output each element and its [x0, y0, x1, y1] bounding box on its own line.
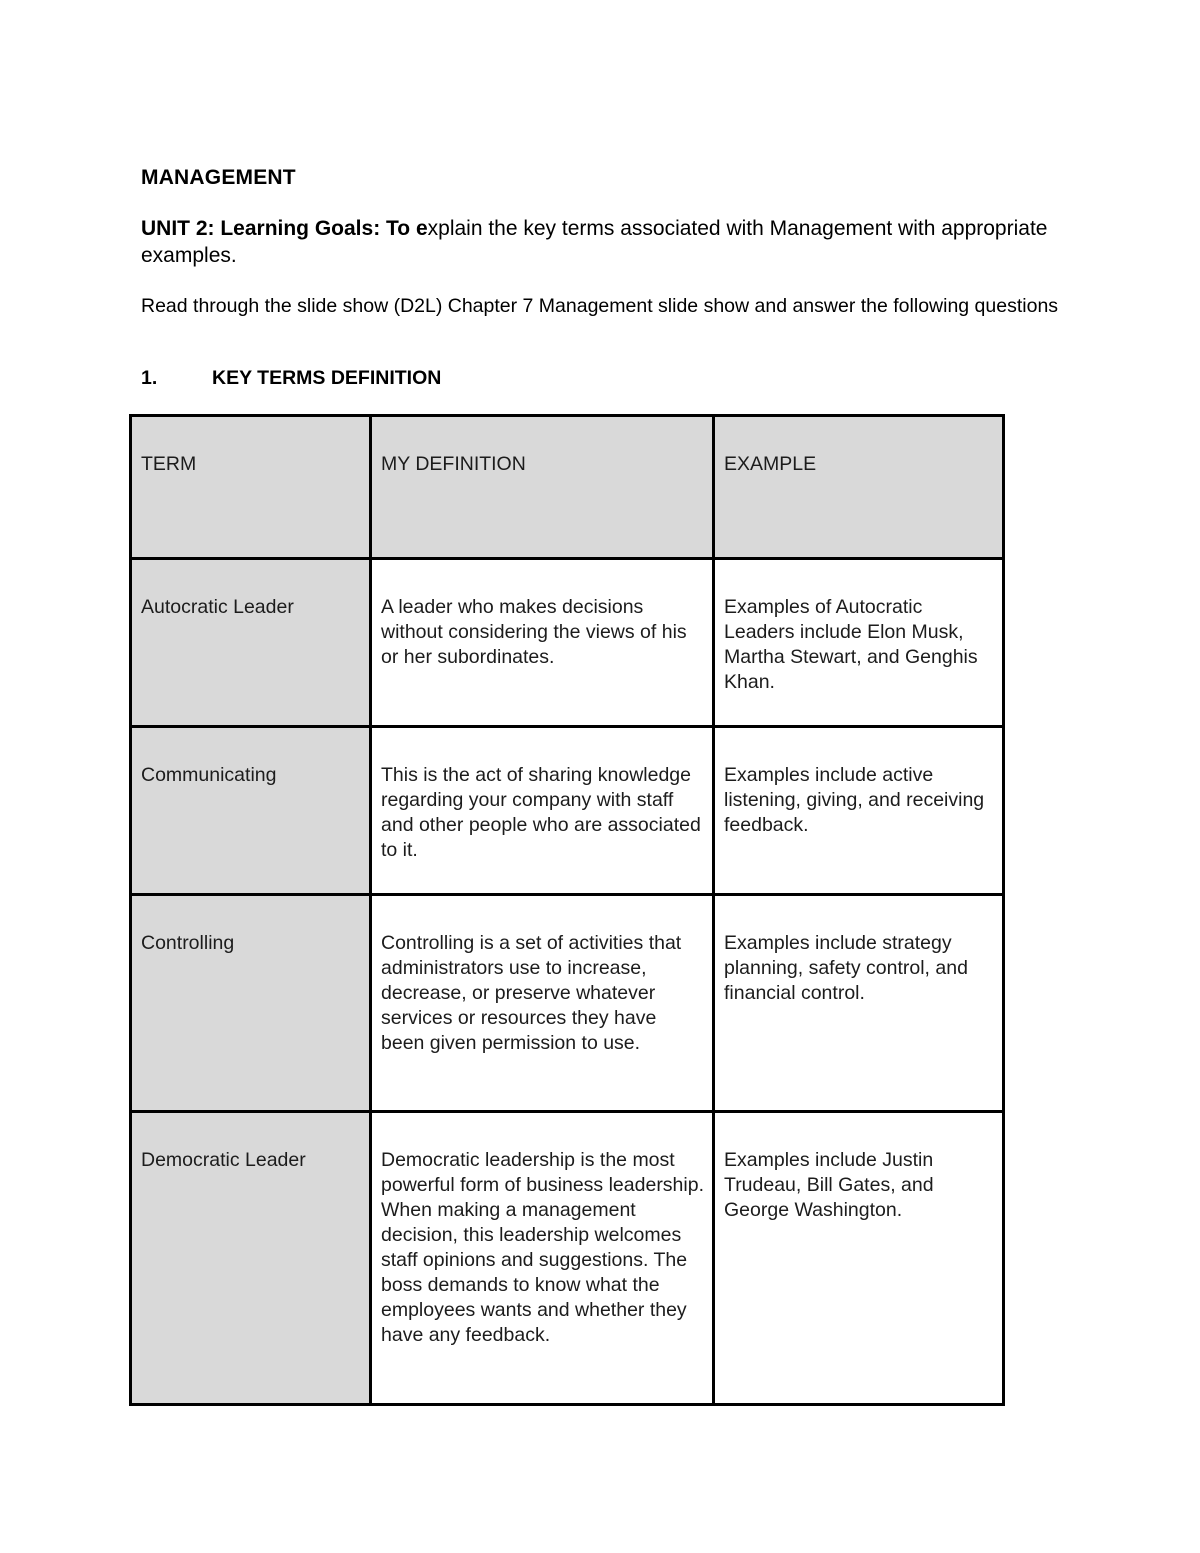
definition-cell: Democratic leadership is the most powerful form of business leadership. When making a management decision, this leadership welcomes staff opinions and suggestions. The boss demands to know what the employees wants and whether they have any feedback. [371, 1112, 714, 1405]
table-row [131, 895, 1004, 1112]
term-cell: Communicating [131, 727, 371, 895]
example-cell: Examples include active listening, giving, and receiving feedback. [714, 727, 1004, 895]
unit-learning-goals-text: xplain the key terms associated with Management with appropriate examples. [141, 217, 1048, 267]
term-cell: Autocratic Leader [131, 559, 371, 727]
definition-cell: Controlling is a set of activities that administrators use to increase, decrease, or preserve whatever services or resources they have been given permission to use. [371, 895, 714, 1112]
definition-cell: This is the act of sharing knowledge regarding your company with staff and other people who are associated to it. [371, 727, 714, 895]
table-row [131, 559, 1004, 727]
table-header-row [131, 416, 1004, 559]
example-cell: Examples include Justin Trudeau, Bill Gates, and George Washington. [714, 1112, 1004, 1405]
unit-learning-goals-label: UNIT 2: Learning Goals: To e [141, 217, 428, 240]
instructions-paragraph: Read through the slide show (D2L) Chapter 7 Management slide show and answer the following questions [141, 295, 1059, 317]
key-terms-table [129, 414, 1005, 1406]
term-cell: Controlling [131, 895, 371, 1112]
definition-cell: A leader who makes decisions without considering the views of his or her subordinates. [371, 559, 714, 727]
section-title: KEY TERMS DEFINITION [212, 367, 442, 389]
term-cell: Democratic Leader [131, 1112, 371, 1405]
table-row [131, 1112, 1004, 1405]
example-cell: Examples include strategy planning, safety control, and financial control. [714, 895, 1004, 1112]
header-definition: MY DEFINITION [371, 416, 714, 559]
header-term: TERM [131, 416, 371, 559]
table-row [131, 727, 1004, 895]
section-number: 1. [141, 367, 158, 389]
header-example: EXAMPLE [714, 416, 1004, 559]
example-cell: Examples of Autocratic Leaders include Elon Musk, Martha Stewart, and Genghis Khan. [714, 559, 1004, 727]
document-title: MANAGEMENT [141, 166, 296, 189]
section-heading [141, 367, 441, 390]
unit-learning-goals [141, 215, 1071, 269]
